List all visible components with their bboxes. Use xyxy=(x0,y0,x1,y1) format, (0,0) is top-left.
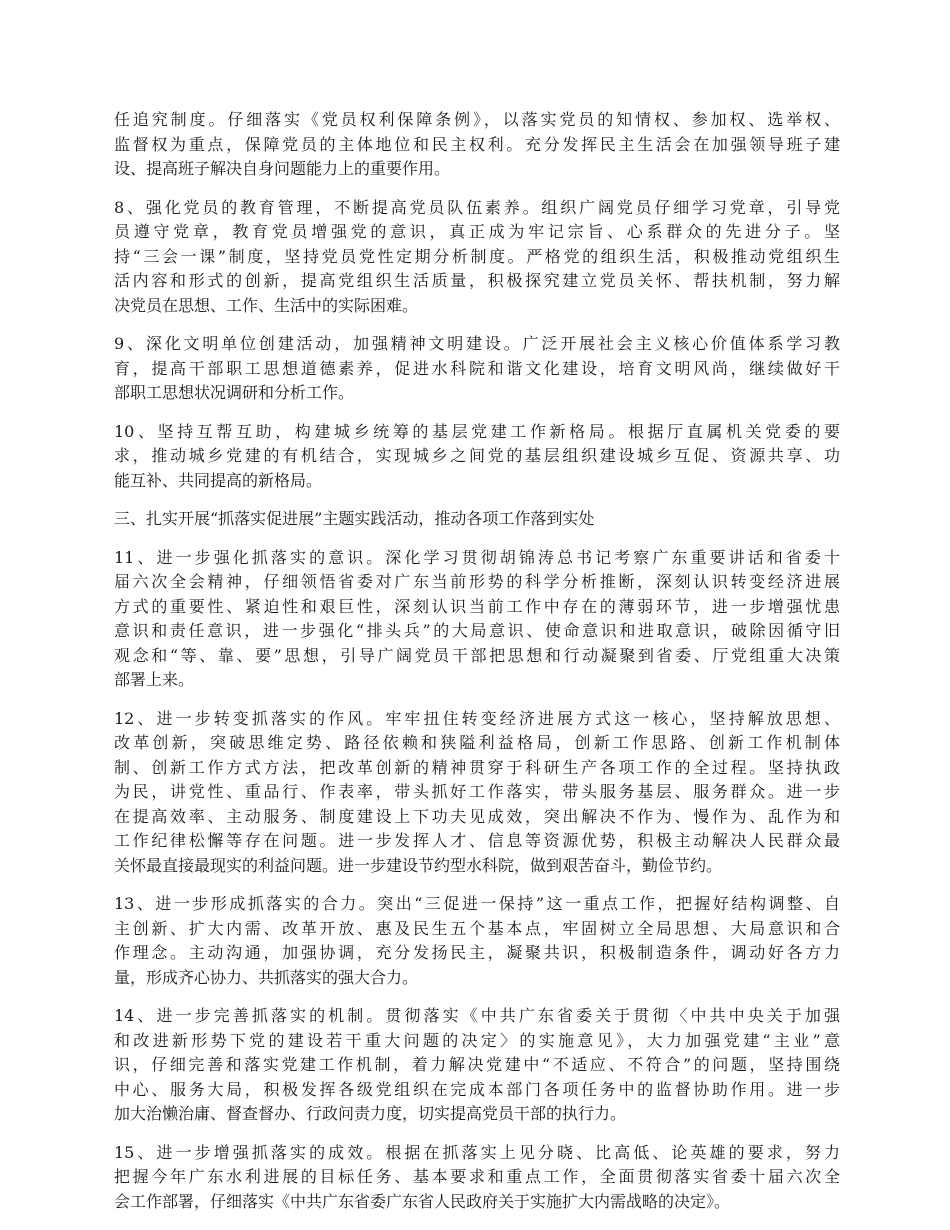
text-line: 三、扎实开展“抓落实促进展”主题实践活动，推动各项工作落到实处 xyxy=(114,509,595,528)
paragraph xyxy=(114,332,840,406)
paragraph xyxy=(114,1004,840,1127)
text-line: 会工作部署，仔细落实《中共广东省委广东省人民政府关于实施扩大内需战略的决定》。 xyxy=(114,1191,731,1211)
text-line: 识，仔细完善和落实党建工作机制，着力解决党建中“不适应、不符合”的问题，坚持围绕 xyxy=(114,1055,840,1074)
text-line: 任追究制度。仔细落实《党员权利保障条例》，以落实党员的知情权、参加权、选举权、 xyxy=(114,110,840,129)
text-line: 改革创新，突破思维定势、路径依赖和狭隘利益格局，创新工作思路、创新工作机制体 xyxy=(114,733,840,752)
text-line: 14、进一步完善抓落实的机制。贯彻落实《中共广东省委关于贯彻〈中共中央关于加强 xyxy=(114,1006,840,1025)
text-line: 和改进新形势下党的建设若干重大问题的决定〉的实施意见》，大力加强党建“主业”意 xyxy=(114,1030,840,1050)
text-line: 9、深化文明单位创建活动，加强精神文明建设。广泛开展社会主义核心价值体系学习教 xyxy=(114,334,840,353)
text-line: 主创新、扩大内需、改革开放、惠及民生五个基本点，牢固树立全局思想、大局意识和合 xyxy=(114,918,840,938)
text-line: 方式的重要性、紧迫性和艰巨性，深刻认识当前工作中存在的薄弱环节，进一步增强忧患 xyxy=(114,596,840,616)
paragraph xyxy=(114,1141,840,1215)
text-line: 设、提高班子解决自身问题能力上的重要作用。 xyxy=(114,159,451,178)
text-line: 关怀最直接最现实的利益问题。进一步建设节约型水科院，做到艰苦奋斗，勤俭节约。 xyxy=(114,855,723,875)
text-line: 能互补、共同提高的新格局。 xyxy=(114,470,323,490)
text-line: 作理念。主动沟通，加强协调，充分发扬民主，凝聚共识，积极制造条件，调动好各方力 xyxy=(114,943,840,962)
paragraph xyxy=(114,196,840,319)
text-line: 观念和“等、靠、要”思想，引导广阔党员干部把思想和行动凝聚到省委、厅党组重大决策 xyxy=(114,645,840,665)
text-line: 量，形成齐心协力、共抓落实的强大合力。 xyxy=(114,967,419,987)
paragraph xyxy=(114,507,840,532)
document-page xyxy=(114,108,840,1228)
text-line: 决党员在思想、工作、生活中的实际困难。 xyxy=(114,295,419,315)
text-line: 持“三会一课”制度，坚持党员党性定期分析制度。严格党的组织生活，积极推动党组织生 xyxy=(114,246,840,266)
text-line: 部职工思想状况调研和分析工作。 xyxy=(114,383,355,402)
text-line: 11、进一步强化抓落实的意识。深化学习贯彻胡锦涛总书记考察广东重要讲话和省委十 xyxy=(114,547,840,567)
paragraph xyxy=(114,892,840,990)
text-line: 届六次全会精神，仔细领悟省委对广东当前形势的科学分析推断，深刻认识转变经济进展 xyxy=(114,572,840,591)
text-line: 13、进一步形成抓落实的合力。突出“三促进一保持”这一重点工作，把握好结构调整、自 xyxy=(114,894,840,913)
text-line: 中心、服务大局，积极发挥各级党组织在完成本部门各项任务中的监督协助作用。进一步 xyxy=(114,1079,840,1099)
text-line: 8、强化党员的教育管理，不断提高党员队伍素养。组织广阔党员仔细学习党章，引导党 xyxy=(114,197,840,217)
text-line: 育，提高干部职工思想道德素养，促进水科院和谐文化建设，培育文明风尚，继续做好干 xyxy=(114,358,840,378)
text-line: 12、进一步转变抓落实的作风。牢牢扭住转变经济进展方式这一核心，坚持解放思想、 xyxy=(114,708,840,728)
text-line: 把握今年广东水利进展的目标任务、基本要求和重点工作，全面贯彻落实省委十届六次全 xyxy=(114,1167,840,1186)
text-line: 部署上来。 xyxy=(114,670,195,689)
text-line: 工作纪律松懈等存在问题。进一步发挥人才、信息等资源优势，积极主动解决人民群众最 xyxy=(114,831,840,850)
text-line: 在提高效率、主动服务、制度建设上下功夫见成效，突出解决不作为、慢作为、乱作为和 xyxy=(114,806,840,826)
text-line: 意识和责任意识，进一步强化“排头兵”的大局意识、使命意识和进取意识，破除因循守旧 xyxy=(114,621,840,640)
paragraph xyxy=(114,108,840,182)
paragraph xyxy=(114,707,840,879)
text-line: 10、坚持互帮互助，构建城乡统筹的基层党建工作新格局。根据厅直属机关党委的要 xyxy=(114,421,840,441)
text-line: 员遵守党章，教育党员增强党的意识，真正成为牢记宗旨、心系群众的先进分子。坚 xyxy=(114,222,840,241)
text-line: 为民，讲党性、重品行、作表率，带头抓好工作落实，带头服务基层、服务群众。进一步 xyxy=(114,782,840,801)
text-line: 加大治懒治庸、督查督办、行政问责力度，切实提高党员干部的执行力。 xyxy=(114,1104,627,1123)
text-line: 活内容和形式的创新，提高党组织生活质量，积极探究建立党员关怀、帮扶机制，努力解 xyxy=(114,271,840,290)
paragraph xyxy=(114,546,840,693)
paragraph xyxy=(114,420,840,494)
text-line: 监督权为重点，保障党员的主体地位和民主权利。充分发挥民主生活会在加强领导班子建 xyxy=(114,134,840,154)
text-line: 15、进一步增强抓落实的成效。根据在抓落实上见分晓、比高低、论英雄的要求，努力 xyxy=(114,1142,840,1162)
text-line: 制、创新工作方式方法，把改革创新的精神贯穿于科研生产各项工作的全过程。坚持执政 xyxy=(114,757,840,777)
text-line: 求，推动城乡党建的有机结合，实现城乡之间党的基层组织建设城乡互促、资源共享、功 xyxy=(114,446,840,465)
